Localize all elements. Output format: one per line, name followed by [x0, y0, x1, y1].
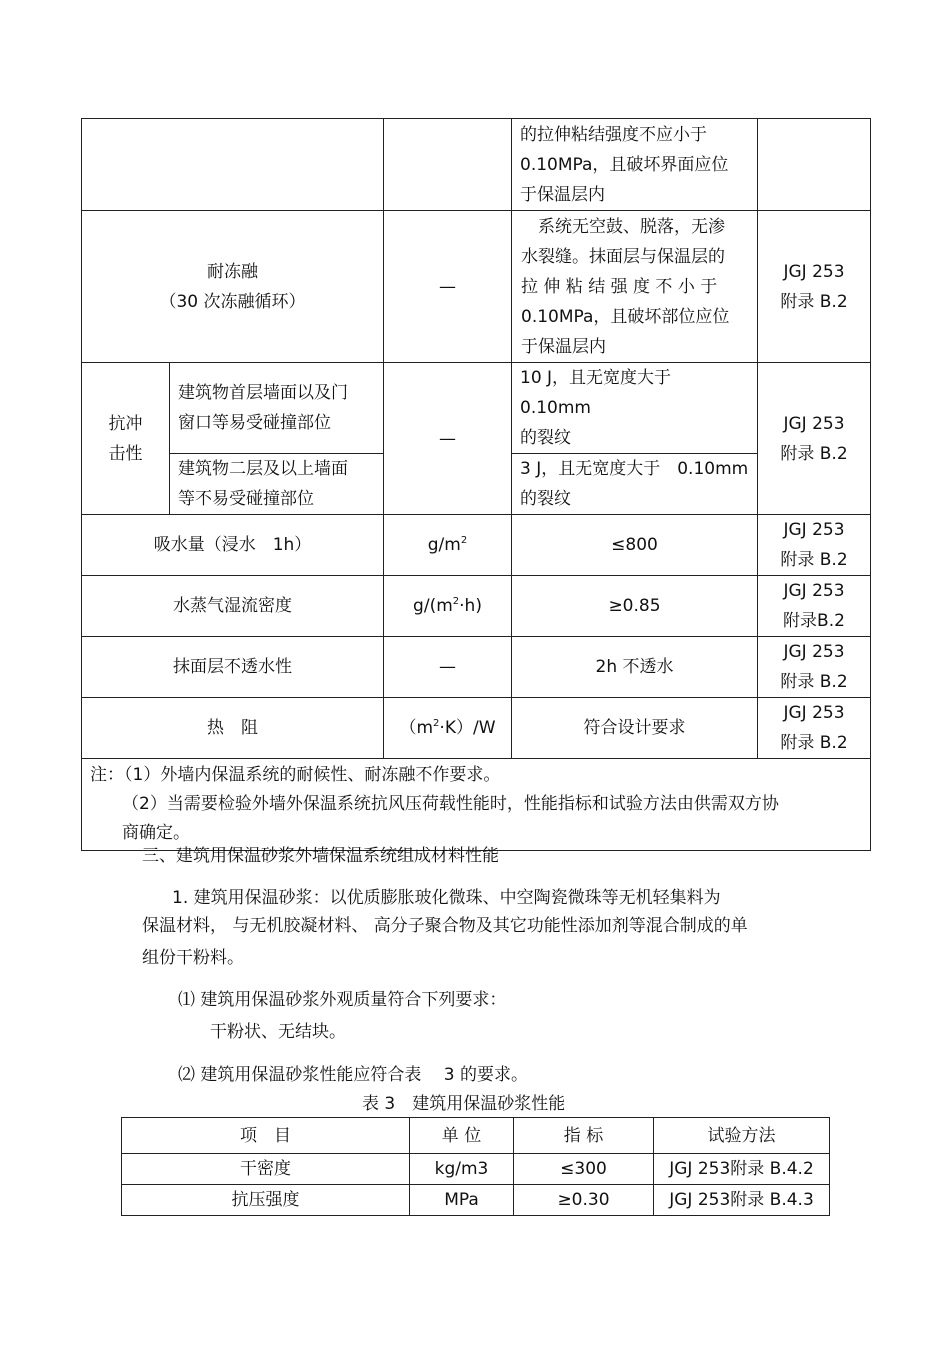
unit-cell: —: [384, 211, 512, 363]
table-cell: 干密度: [122, 1154, 410, 1185]
column-header: 试验方法: [654, 1118, 830, 1154]
unit-cell: $g/m^2$: [384, 515, 512, 576]
mortar-performance-table: [121, 1117, 830, 1216]
table-note-row: [82, 759, 871, 851]
requirement-cell: 2h 不透水: [512, 637, 758, 698]
table-row: [82, 637, 871, 698]
unit-cell: —: [384, 363, 512, 515]
method-cell: JGJ 253 附录 B.2: [758, 637, 871, 698]
table-cell: MPa: [410, 1185, 514, 1216]
method-cell: JGJ 253 附录 B.2: [758, 211, 871, 363]
performance-table: [81, 118, 871, 851]
method-cell: JGJ 253 附录 B.2: [758, 515, 871, 576]
table-row: [82, 211, 871, 363]
table-caption: 表 3 建筑用保温砂浆性能: [362, 1094, 566, 1114]
list-item: ⑵ 建筑用保温砂浆性能应符合表 3 的要求。: [178, 1065, 529, 1085]
table-row: [82, 698, 871, 759]
table-row: [82, 119, 871, 211]
paragraph-line: 保温材料， 与无机胶凝材料、 高分子聚合物及其它功能性添加剂等混合制成的单: [142, 916, 748, 936]
unit-cell: $(m^2\cdot K)/W$: [384, 698, 512, 759]
table-cell: JGJ 253附录 B.4.3: [654, 1185, 830, 1216]
requirement-cell: ≤800: [512, 515, 758, 576]
unit-cell: $g/(m^2\cdot h)$: [384, 576, 512, 637]
paragraph-line: 组份干粉料。: [142, 948, 244, 968]
table-cell: kg/m3: [410, 1154, 514, 1185]
method-cell: [758, 119, 871, 211]
item-cell: 抗冲 击性: [82, 363, 170, 515]
table-header-row: [122, 1118, 830, 1154]
table-note: 注：（1）外墙内保温系统的耐候性、耐冻融不作要求。 （2）当需要检验外墙外保温系统抗风压荷载性能时，性能指标和试验方法由供需双方协 商确定。: [82, 759, 871, 851]
list-item: ⑴ 建筑用保温砂浆外观质量符合下列要求：: [178, 990, 507, 1010]
method-cell: JGJ 253 附录 B.2: [758, 698, 871, 759]
sub-item-cell: 建筑物二层及以上墙面 等不易受碰撞部位: [170, 454, 384, 515]
column-header: 单 位: [410, 1118, 514, 1154]
requirement-cell: 10 J，且无宽度大于 0.10mm 的裂纹: [512, 363, 758, 454]
table-row: [82, 515, 871, 576]
requirement-cell: 3 J，且无宽度大于 0.10mm 的裂纹: [512, 454, 758, 515]
method-cell: JGJ 253 附录 B.2: [758, 363, 871, 515]
table-row: [82, 363, 871, 454]
table-row: [122, 1185, 830, 1216]
requirement-cell: 符合设计要求: [512, 698, 758, 759]
requirement-cell: 的拉伸粘结强度不应小于 0.10MPa，且破坏界面应位 于保温层内: [512, 119, 758, 211]
table-row: [122, 1154, 830, 1185]
column-header: 指 标: [514, 1118, 654, 1154]
item-cell: [82, 119, 384, 211]
sub-item-cell: 建筑物首层墙面以及门 窗口等易受碰撞部位: [170, 363, 384, 454]
section-title: 三、建筑用保温砂浆外墙保温系统组成材料性能: [142, 846, 499, 866]
table-cell: ≥0.30: [514, 1185, 654, 1216]
requirement-cell: ≥0.85: [512, 576, 758, 637]
paragraph-line: 1. 建筑用保温砂浆：以优质膨胀玻化微珠、中空陶瓷微珠等无机轻集料为: [172, 888, 721, 908]
item-cell: 抹面层不透水性: [82, 637, 384, 698]
table-cell: 抗压强度: [122, 1185, 410, 1216]
table-row: [82, 576, 871, 637]
item-cell: 吸水量（浸水 1h）: [82, 515, 384, 576]
table-cell: JGJ 253附录 B.4.2: [654, 1154, 830, 1185]
unit-cell: —: [384, 637, 512, 698]
list-item-detail: 干粉状、无结块。: [210, 1022, 346, 1042]
table-cell: ≤300: [514, 1154, 654, 1185]
requirement-cell: 系统无空鼓、脱落，无渗 水裂缝。抹面层与保温层的 拉 伸 粘 结 强 度 不 小 于 0.10MPa，且破坏部位应位 于保温层内: [512, 211, 758, 363]
item-cell: 水蒸气湿流密度: [82, 576, 384, 637]
item-cell: 耐冻融 （30 次冻融循环）: [82, 211, 384, 363]
method-cell: JGJ 253 附录B.2: [758, 576, 871, 637]
item-cell: 热 阻: [82, 698, 384, 759]
unit-cell: [384, 119, 512, 211]
column-header: 项 目: [122, 1118, 410, 1154]
